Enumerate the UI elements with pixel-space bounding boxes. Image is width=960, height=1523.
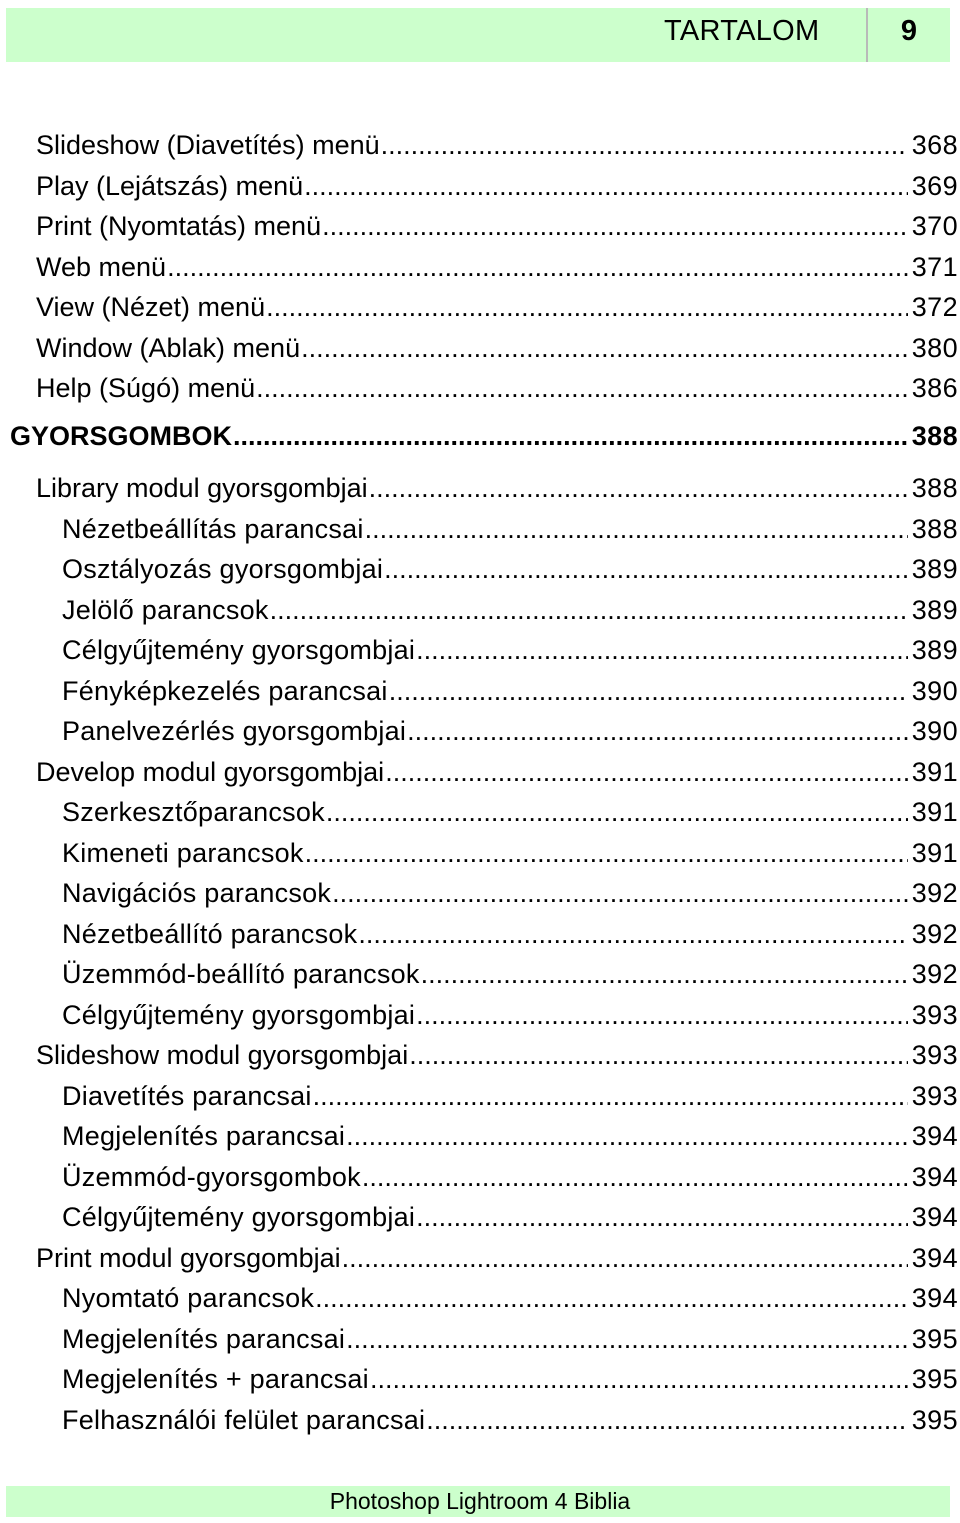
toc-entry-label: GYORSGOMBOK	[10, 420, 233, 451]
dot-leader	[332, 876, 908, 910]
toc-entry-page: 395	[911, 1364, 958, 1394]
dot-leader	[365, 512, 908, 546]
toc-entry-label: Megjelenítés + parancsai	[62, 1364, 369, 1394]
toc-entry-label: Print modul gyorsgombjai	[36, 1242, 341, 1273]
dot-leader	[389, 674, 908, 708]
dot-leader	[346, 1322, 908, 1356]
toc-entry[interactable]	[62, 1322, 958, 1356]
toc-entry[interactable]	[10, 419, 958, 453]
dot-leader	[358, 917, 907, 951]
toc-entry-page: 394	[911, 1161, 958, 1192]
toc-entry-label: Fényképkezelés parancsai	[62, 675, 388, 706]
dot-leader	[369, 471, 908, 505]
dot-leader	[304, 169, 908, 203]
toc-entry[interactable]	[62, 1200, 958, 1234]
toc-entry[interactable]	[62, 917, 958, 951]
toc-entry-page: 388	[911, 473, 958, 503]
dot-leader	[322, 209, 908, 243]
toc-entry-label: Nyomtató parancsok	[62, 1283, 315, 1313]
toc-entry-label: Kimeneti parancsok	[62, 837, 304, 868]
toc-entry-page: 389	[911, 635, 958, 665]
toc-entry-page: 394	[911, 1283, 958, 1313]
toc-entry-page: 390	[911, 716, 958, 746]
dot-leader	[384, 552, 908, 586]
toc-entry[interactable]	[62, 1119, 958, 1153]
dot-leader	[256, 371, 908, 405]
toc-entry-page: 395	[911, 1323, 958, 1354]
dot-leader	[362, 1160, 908, 1194]
toc-entry-page: 395	[911, 1404, 958, 1435]
toc-entry-label: Web menü	[36, 251, 167, 282]
toc-entry-label: View (Nézet) menü	[36, 292, 266, 322]
toc-entry-label: Help (Súgó) menü	[36, 373, 256, 403]
toc-entry-label: Slideshow modul gyorsgombjai	[36, 1040, 409, 1070]
toc-entry[interactable]	[36, 169, 958, 203]
toc-entry[interactable]	[36, 1241, 958, 1275]
toc-entry-label: Nézetbeállító parancsok	[62, 918, 358, 949]
toc-entry-page: 370	[911, 211, 958, 241]
toc-entry[interactable]	[36, 331, 958, 365]
dot-leader	[407, 714, 908, 748]
dot-leader	[381, 128, 908, 162]
toc-entry-label: Nézetbeállítás parancsai	[62, 513, 364, 544]
toc-entry[interactable]	[62, 876, 958, 910]
toc-entry[interactable]	[62, 593, 958, 627]
toc-entry-page: 393	[911, 999, 958, 1030]
toc-entry-label: Print (Nyomtatás) menü	[36, 211, 322, 241]
dot-leader	[385, 755, 908, 789]
dot-leader	[266, 290, 908, 324]
toc-entry-label: Célgyűjtemény gyorsgombjai	[62, 635, 416, 665]
toc-entry[interactable]	[62, 836, 958, 870]
toc-entry-page: 394	[911, 1202, 958, 1232]
toc-entry-label: Osztályozás gyorsgombjai	[62, 554, 384, 584]
dot-leader	[167, 250, 908, 284]
toc-entry[interactable]	[36, 371, 958, 405]
toc-entry-page: 394	[911, 1242, 958, 1273]
toc-entry[interactable]	[62, 512, 958, 546]
toc-entry-page: 394	[911, 1121, 958, 1151]
toc-entry-page: 386	[911, 373, 958, 403]
dot-leader	[421, 957, 908, 991]
toc-entry-page: 392	[911, 959, 958, 989]
toc-entry-page: 393	[911, 1080, 958, 1111]
dot-leader	[315, 1281, 908, 1315]
toc-entry[interactable]	[62, 633, 958, 667]
toc-entry-label: Develop modul gyorsgombjai	[36, 756, 385, 787]
toc-entry[interactable]	[62, 957, 958, 991]
toc-entry-label: Célgyűjtemény gyorsgombjai	[62, 1202, 416, 1232]
toc-entry-page: 372	[911, 292, 958, 322]
toc-entry-page: 392	[911, 918, 958, 949]
toc-entry-label: Jelölő parancsok	[62, 594, 269, 625]
toc-entry-page: 369	[911, 170, 958, 201]
toc-entry[interactable]	[62, 795, 958, 829]
toc-entry[interactable]	[62, 998, 958, 1032]
toc-entry[interactable]	[36, 1038, 958, 1072]
toc-entry-label: Üzemmód-beállító parancsok	[62, 959, 420, 989]
dot-leader	[313, 1079, 908, 1113]
toc-entry-page: 393	[911, 1040, 958, 1070]
toc-entry-page: 391	[911, 756, 958, 787]
toc-entry-page: 388	[911, 420, 958, 451]
toc-entry-page: 388	[911, 513, 958, 544]
dot-leader	[346, 1119, 908, 1153]
toc-entry[interactable]	[36, 755, 958, 789]
toc-entry-label: Megjelenítés parancsai	[62, 1323, 346, 1354]
toc-entry[interactable]	[62, 674, 958, 708]
dot-leader	[342, 1241, 908, 1275]
dot-leader	[305, 836, 908, 870]
toc-entry-label: Megjelenítés parancsai	[62, 1121, 346, 1151]
toc-entry-page: 389	[911, 554, 958, 584]
toc-entry-label: Célgyűjtemény gyorsgombjai	[62, 999, 416, 1030]
toc-entry[interactable]	[36, 250, 958, 284]
toc-entry-page: 390	[911, 675, 958, 706]
toc-entry[interactable]	[36, 128, 958, 162]
toc-entry[interactable]	[62, 1403, 958, 1437]
toc-entry[interactable]	[62, 1160, 958, 1194]
toc-entry-label: Play (Lejátszás) menü	[36, 170, 304, 201]
toc-entry-page: 392	[911, 878, 958, 908]
book-title: Photoshop Lightroom 4 Biblia	[329, 1488, 631, 1514]
toc-entry[interactable]	[62, 1281, 958, 1315]
toc-entry-label: Felhasználói felület parancsai	[62, 1404, 426, 1435]
dot-leader	[233, 419, 908, 453]
dot-leader	[426, 1403, 908, 1437]
toc-entry-label: Szerkesztőparancsok	[62, 797, 325, 827]
toc-entry-page: 391	[911, 837, 958, 868]
toc-entry-label: Library modul gyorsgombjai	[36, 473, 368, 503]
dot-leader	[301, 331, 908, 365]
toc-entry-label: Slideshow (Diavetítés) menü	[36, 130, 380, 160]
section-title: TARTALOM	[664, 15, 820, 47]
dot-leader	[326, 795, 908, 829]
toc-entry-label: Navigációs parancsok	[62, 878, 332, 908]
toc-entry-label: Window (Ablak) menü	[36, 332, 301, 363]
dot-leader	[416, 998, 908, 1032]
toc-entry-page: 389	[911, 594, 958, 625]
toc-entry[interactable]	[36, 471, 958, 505]
toc-entry[interactable]	[36, 209, 958, 243]
toc-entry-page: 371	[911, 251, 958, 282]
toc-entry-page: 391	[911, 797, 958, 827]
toc-entry[interactable]	[62, 1079, 958, 1113]
dot-leader	[416, 633, 908, 667]
toc-entry-label: Üzemmód-gyorsgombok	[62, 1161, 361, 1192]
dot-leader	[409, 1038, 908, 1072]
toc-entry[interactable]	[62, 714, 958, 748]
toc-entry-label: Panelvezérlés gyorsgombjai	[62, 716, 407, 746]
toc-entry[interactable]	[62, 552, 958, 586]
dot-leader	[370, 1362, 908, 1396]
toc-entry[interactable]	[62, 1362, 958, 1396]
toc-entry[interactable]	[36, 290, 958, 324]
toc-entry-label: Diavetítés parancsai	[62, 1080, 312, 1111]
dot-leader	[416, 1200, 908, 1234]
dot-leader	[270, 593, 908, 627]
page-number: 9	[900, 15, 918, 47]
toc-entry-page: 380	[911, 332, 958, 363]
toc-entry-page: 368	[911, 130, 958, 160]
